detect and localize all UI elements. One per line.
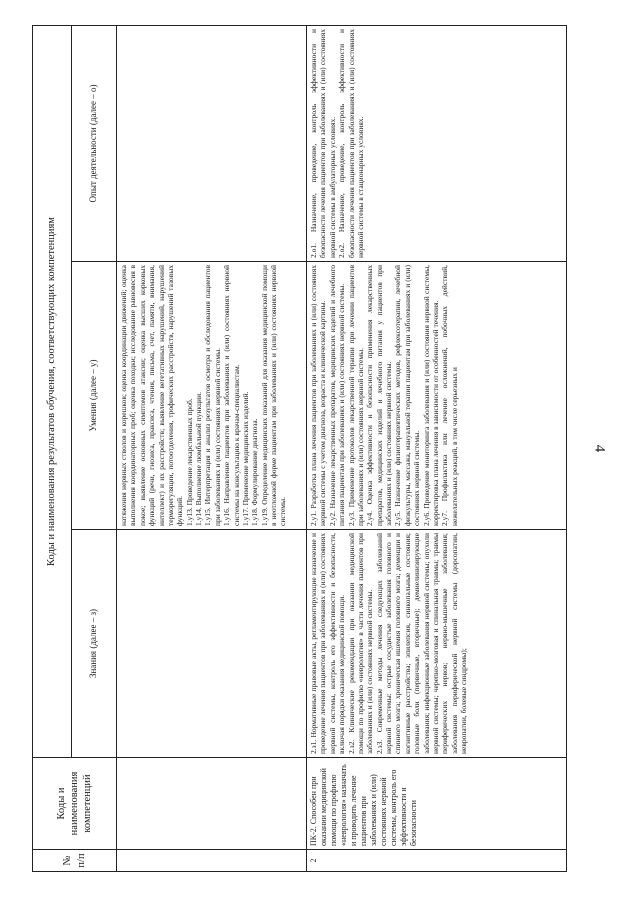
row-experience [117, 26, 307, 262]
row-knowledge [117, 530, 307, 758]
row-code [117, 758, 307, 850]
row-num: 2 [307, 850, 567, 872]
header-num: № п/п [33, 850, 117, 872]
row-num [117, 850, 307, 872]
header-experience: Опыт деятельности (далее – о) [72, 26, 117, 262]
table-row [307, 26, 567, 872]
row-skills: натяжения нервных стволов и корешков; оценка координации движений; оценка выполнения координаторных проб; оценка походки; исследование равновесия в покое; выявление основных симптомов атаксии; оценка высших корковых функций (речи, гнозиса, праксиса, чтения, письма, счет, памяти, внимания, интеллект) и их расстройств; выявление вегетативных нарушений, нарушений терморегуляции, потоотделения, трофических расстройств, нарушений тазовых функций. 1.у13. Проведение лекарственных проб. 1.у14. Выполнение люмбальной пункции. 1.у15. Интерпретация и анализ результатов осмотра и обследования пациентов при заболеваниях и (или) состояниях нервной системы. 1.у16. Направление пациентов при заболеваниях и (или) состояниях нервной системы на консультацию к врачам-специалистам. 1.у17. Применение медицинских изделий. 1.у18. Формулирование диагноза. 1.у19. Определение медицинских показаний для оказания медицинской помощи в неотложной форме пациентам при заболеваниях и (или) состояниях нервной системы. [117, 262, 307, 530]
header-knowledge: Знания (далее – з) [72, 530, 117, 758]
table-row [117, 26, 307, 872]
header-code: Коды и наименования компетенций [33, 758, 117, 850]
rotated-page [32, 25, 596, 872]
header-group: Коды и наименования результатов обучения, соответствующих компетенциям [33, 26, 72, 758]
page-number: 4 [591, 444, 608, 453]
table-header-top [33, 26, 72, 872]
competencies-table [32, 25, 567, 872]
table-header-sub [72, 26, 117, 872]
row-skills: 2.у1. Разработка плана лечения пациентов при заболеваниях и (или) состояниях нервной системы с учетом диагноза, возраста и клинической картины. 2.у2. Назначение лекарственных препаратов, медицинских изделий и лечебного питания пациентам при заболеваниях и (или) состояниях нервной системы. 2.у3. Применение протоколов лекарственной терапии при лечении пациентов при заболеваниях и (или) состояниях нервной системы. 2.у4. Оценка эффективности и безопасности применения лекарственных препаратов, медицинских изделий и лечебного питания у пациентов при заболеваниях и (или) состояниях нервной системы. 2.у5. Назначение физиотерапевтических методов, рефлексотерапии, лечебной физкультуры, массажа, мануальной терапии пациентам при заболеваниях и (или) состояниях нервной системы. 2.у6. Проведение мониторинга заболевания и (или) состояния нервной системы, корректировка плана лечения в зависимости от особенностей течения. 2.у7. Профилактика или лечение осложнений, побочных действий, нежелательных реакций, в том числе серьезных и [307, 262, 567, 530]
row-knowledge: 2.з1. Нормативные правовые акты, регламентирующие назначение и проведение лечения пациентов при заболеваниях и (или) состояниях нервной системы, контроль его эффективности и безопасности, включая порядки оказания медицинской помощи. 2.з2. Клинические рекомендации при оказании медицинской помощи по профилю «неврология» в части лечения пациентов при заболеваниях и (или) состояниях нервной системы. 2.з3. Современные методы лечения следующих заболеваний нервной системы: острые сосудистые заболевания головного и спинного мозга; хроническая ишемия головного мозга; деменции и когнитивные расстройства; эпилепсия, синкопальные состояния; головные боли (первичные, вторичные); демиелинизирующие заболевания; инфекционные заболевания нервной системы; опухоли нервной системы; черепно-мозговая и спинальная травмы; травмы периферических нервов; нервно-мышечные заболевания; заболевания периферической нервной системы (дорсопатии, невропатии, болевые синдромы); [307, 530, 567, 758]
row-experience: 2.о1. Назначение, проведение, контроль эффективности и безопасности лечения пациентов при заболеваниях и (или) состояниях нервной системы в амбулаторных условиях. 2.о2. Назначение, проведение, контроль эффективности и безопасности лечения пациентов при заболеваниях и (или) состояниях нервной системы в стационарных условиях. [307, 26, 567, 262]
row-code: ПК-2. Способен при оказании медицинской помощи по профилю «неврология» назначать и проводить лечение пациентов при заболеваниях и (или) состояниях нервной системы, контроль его эффективности и безопасности [307, 758, 567, 850]
header-skills: Умения (далее – у) [72, 262, 117, 530]
